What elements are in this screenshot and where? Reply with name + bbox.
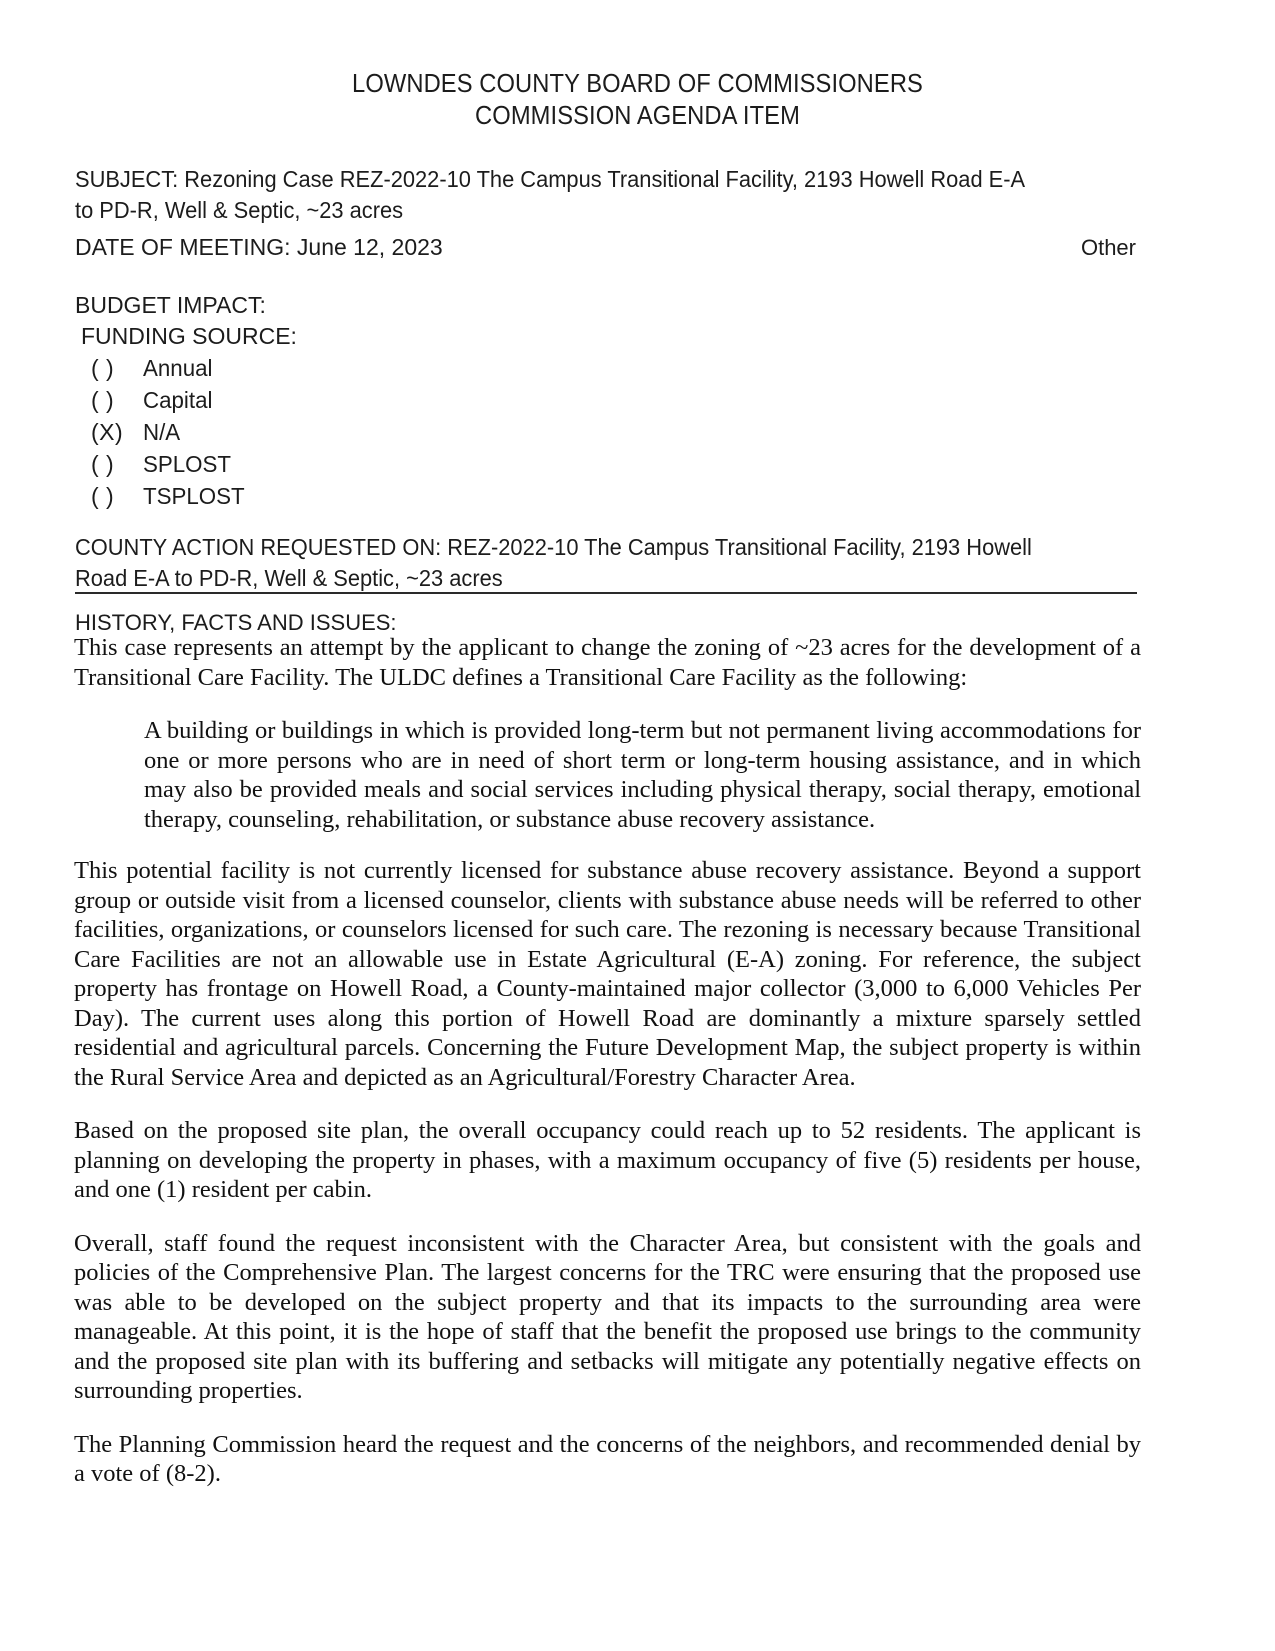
history-facts-issues-heading: HISTORY, FACTS AND ISSUES: [75,610,397,635]
meeting-row [75,232,1140,263]
checkbox-capital[interactable]: ( ) [91,387,115,413]
quote-text: A building or buildings in which is provided long-term but not permanent living accommodations for one or more persons who are in need of short term or long-term housing assistance, and in which may also be provided meals and social services including physical therapy, social therapy, emotional therapy, counseling, rehabilitation, or substance abuse recovery assistance. [144,717,1141,833]
funding-option-label: Annual [143,355,213,381]
county-action-requested [75,532,1135,594]
section-divider [75,592,1137,594]
funding-option-splost[interactable] [91,448,248,480]
body-paragraph-2: This potential facility is not currently licensed for substance abuse recovery assistance. Beyond a support group or outside visit from a licensed counselor, clients with substance abuse needs will be referred to other facilities, organizations, or counselors licensed for such care. The rezoning is necessary because Transitional Care Facilities are not an allowable use in Estate Agricultural (E-A) zoning. For reference, the subject property has frontage on Howell Road, a County-maintained major collector (3,000 to 6,000 Vehicles Per Day). The current uses along this portion of Howell Road are dominantly a mixture sparsely settled residential and agricultural parcels. Concerning the Future Development Map, the subject property is within the Rural Service Area and depicted as an Agricultural/Forestry Character Area. [74,857,1141,1091]
budget-impact-block [75,290,297,352]
date-of-meeting: DATE OF MEETING: June 12, 2023 [75,234,443,260]
document-header [0,0,1275,132]
funding-option-label: TSPLOST [143,483,245,509]
body-paragraph-4: Overall, staff found the request inconsistent with the Character Area, but consistent with the goals and policies of the Comprehensive Plan. The largest concerns for the TRC were ensuring that the proposed use was able to be developed on the subject property and that its impacts to the surrounding area were manageable. At this point, it is the hope of staff that the benefit the proposed use brings to the community and the proposed site plan with its buffering and setbacks will mitigate any potentially negative effects on surrounding properties. [74,1229,1141,1404]
body-paragraph-1: This case represents an attempt by the applicant to change the zoning of ~23 acres for the development of a Transitional Care Facility. The ULDC defines a Transitional Care Facility as the following: [74,634,1141,691]
body-paragraph-5: The Planning Commission heard the request and the concerns of the neighbors, and recommended denial by a vote of (8-2). [74,1430,1141,1487]
funding-source-options [91,352,248,512]
checkbox-na-checked[interactable]: (X) [91,419,124,445]
county-action-text: COUNTY ACTION REQUESTED ON: REZ-2022-10 The Campus Transitional Facility, 2193 Howell Road E-A to PD-R, Well & Septic, ~23 acres [75,534,1032,591]
funding-option-na[interactable] [91,416,248,448]
budget-impact-label: BUDGET IMPACT: [75,292,266,318]
funding-source-label: FUNDING SOURCE: [81,323,297,349]
subject-text: SUBJECT: Rezoning Case REZ-2022-10 The Campus Transitional Facility, 2193 Howell Road E-A to PD-R, Well & Septic, ~23 acres [75,166,1024,223]
funding-option-annual[interactable] [91,352,248,384]
body-paragraph-3: Based on the proposed site plan, the overall occupancy could reach up to 52 residents. The applicant is planning on developing the property in phases, with a maximum occupancy of five (5) residents per house, and one (1) resident per cabin. [74,1117,1141,1203]
funding-option-label: SPLOST [143,451,232,477]
narrative-body [74,633,1141,1489]
subject-field [75,164,1075,226]
header-line-1: LOWNDES COUNTY BOARD OF COMMISSIONERS [352,70,923,98]
header-line-2: COMMISSION AGENDA ITEM [475,102,800,130]
funding-option-capital[interactable] [91,384,248,416]
funding-option-label: N/A [143,419,181,445]
other-label: Other [1080,235,1136,260]
funding-option-tsplost[interactable] [91,480,248,512]
checkbox-tsplost[interactable]: ( ) [91,483,115,509]
funding-option-label: Capital [143,387,213,413]
uldc-definition-quote [74,716,1141,834]
checkbox-splost[interactable]: ( ) [91,451,115,477]
checkbox-annual[interactable]: ( ) [91,355,115,381]
